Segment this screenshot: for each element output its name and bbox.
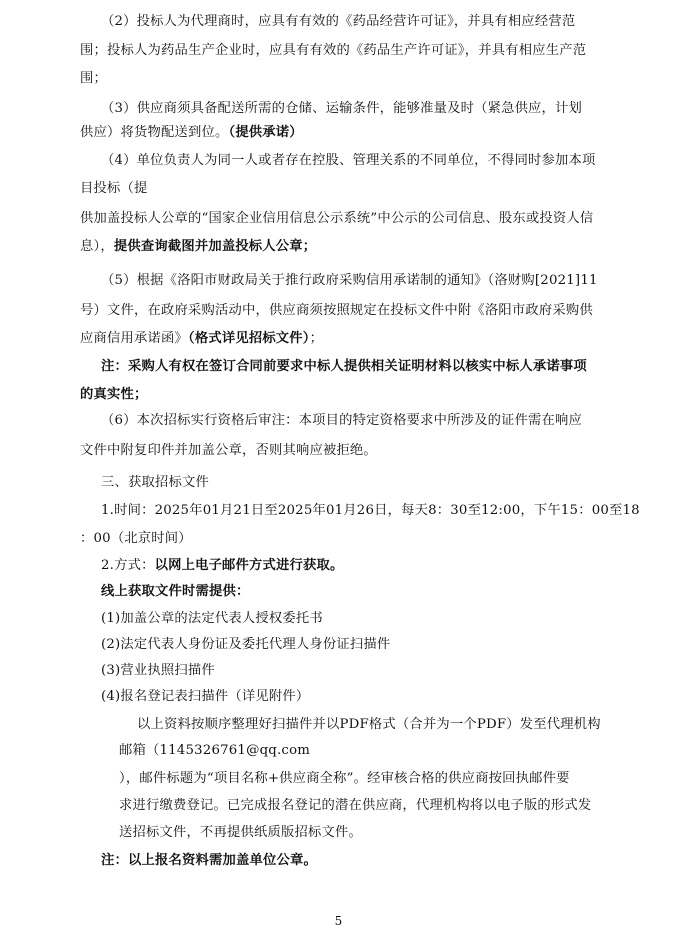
time-line-2: ：00（北京时间） xyxy=(80,531,192,546)
para-3-commitment: （提供承诺） xyxy=(228,125,303,140)
para-5-bold: （格式详见招标文件） xyxy=(187,331,310,346)
para-5-line-3 xyxy=(80,330,323,348)
submit-line-3: ），邮件标题为“项目名称+供应商全称”。经审核合格的供应商按回执邮件要 xyxy=(119,771,570,786)
para-4-line-4 xyxy=(80,238,316,256)
required-item-3: (3)营业执照扫描件 xyxy=(101,663,215,678)
time-line-1: 1.时间：2025年01月21日至2025年01月26日，每天8：30至12:00，下午15：00至18 xyxy=(101,503,640,518)
para-6-line-1: （6）本次招标实行资格后审注：本项目的特定资格要求中所涉及的证件需在响应 xyxy=(101,413,583,428)
para-5-line-2: 号）文件，在政府采购活动中，供应商须按照规定在投标文件中附《洛阳市政府采购供 xyxy=(80,303,593,318)
submit-line-4: 求进行缴费登记。已完成报名登记的潜在供应商，代理机构将以电子版的形式发 xyxy=(119,798,592,813)
para-3-line-2 xyxy=(80,124,303,142)
para-3-line-1: （3）供应商须具备配送所需的仓储、运输条件，能够准量及时（紧急供应，计划 xyxy=(101,101,583,116)
para-4-text: 息）， xyxy=(80,239,114,254)
para-2-line-3: 围； xyxy=(80,71,107,86)
note-line-2: 的真实性； xyxy=(80,387,148,402)
para-5-text: 应商信用承诺函》 xyxy=(80,331,188,346)
para-2-line-2: 围；投标人为药品生产企业时，应具有有效的《药品生产许可证》，并具有相应生产范 xyxy=(80,43,587,58)
para-5-line-1: （5）根据《洛阳市财政局关于推行政府采购信用承诺制的通知》（洛财购[2021]11 xyxy=(101,273,598,288)
para-3-text: 供应）将货物配送到位。 xyxy=(80,125,229,140)
submit-line-1: 以上资料按顺序整理好扫描件并以PDF格式（合并为一个PDF）发至代理机构 xyxy=(137,717,601,732)
submit-line-2-email: 邮箱（1145326761@qq.com xyxy=(119,743,311,758)
para-4-line-3: 供加盖投标人公章的“国家企业信用信息公示系统”中公示的公司信息、股东或投资人信 xyxy=(80,211,594,226)
required-item-2: (2)法定代表人身份证及委托代理人身份证扫描件 xyxy=(101,637,391,652)
required-item-1: (1)加盖公章的法定代表人授权委托书 xyxy=(101,611,323,626)
submit-line-5: 送招标文件，不再提供纸质版招标文件。 xyxy=(119,825,362,840)
method-label: 2.方式： xyxy=(101,558,155,573)
page-number: 5 xyxy=(334,914,343,928)
note-line-1: 注：采购人有权在签订合同前要求中标人提供相关证明材料以核实中标人承诺事项 xyxy=(101,359,587,374)
para-5-end: ； xyxy=(309,331,324,346)
para-2-line-1: （2）投标人为代理商时，应具有有效的《药品经营许可证》，并具有相应经营范 xyxy=(101,14,576,29)
required-item-4: (4)报名登记表扫描件（详见附件） xyxy=(101,689,310,704)
section-heading-3: 三、获取招标文件 xyxy=(101,475,209,490)
para-6-line-2: 文件中附复印件并加盖公章，否则其响应被拒绝。 xyxy=(80,443,377,458)
final-note: 注：以上报名资料需加盖单位公章。 xyxy=(101,853,317,868)
para-4-bold: 提供查询截图并加盖投标人公章； xyxy=(113,239,317,254)
para-4-line-2: 目投标（提 xyxy=(80,181,148,196)
online-required-heading: 线上获取文件时需提供： xyxy=(101,584,250,599)
para-4-line-1: （4）单位负责人为同一人或者存在控股、管理关系的不同单位，不得同时参加本项 xyxy=(101,153,596,168)
method-value: 以网上电子邮件方式进行获取。 xyxy=(154,558,344,573)
method-line xyxy=(101,557,344,575)
